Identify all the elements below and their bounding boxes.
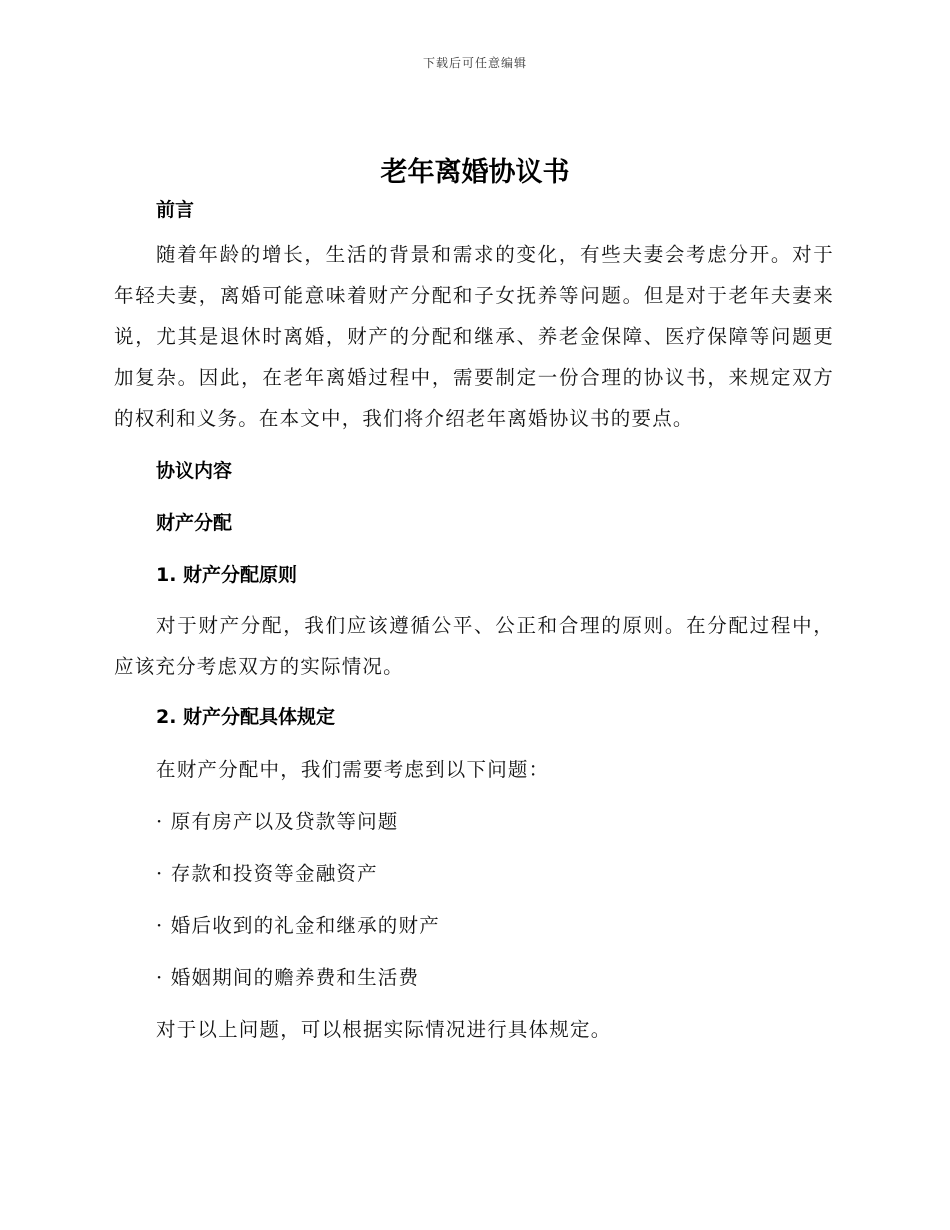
principle-heading: 1. 财产分配原则 [156, 564, 298, 586]
bullet-item: · 原有房产以及贷款等问题 [156, 810, 399, 833]
principle-paragraph: 对于财产分配，我们应该遵循公平、公正和合理的原则。在分配过程中，应该充分考虑双方的实际情况。 [114, 614, 834, 678]
preface-paragraph: 随着年龄的增长，生活的背景和需求的变化，有些夫妻会考虑分开。对于年轻夫妻，离婚可能意味着财产分配和子女抚养等问题。但是对于老年夫妻来说，尤其是退休时离婚，财产的分配和继承、养老金保障、医疗保障等问题更加复杂。因此，在老年离婚过程中，需要制定一份合理的协议书，来规定双方的权利和义务。在本文中，我们将介绍老年离婚协议书的要点。 [114, 243, 834, 430]
rules-conclusion: 对于以上问题，可以根据实际情况进行具体规定。 [156, 1018, 612, 1041]
bullet-item: · 婚姻期间的赡养费和生活费 [156, 966, 420, 989]
document-body [114, 192, 834, 1050]
header-note: 下载后可任意编辑 [422, 56, 527, 70]
bullet-item: · 婚后收到的礼金和继承的财产 [156, 914, 440, 937]
property-heading: 财产分配 [156, 512, 233, 534]
rules-intro: 在财产分配中，我们需要考虑到以下问题： [156, 758, 550, 781]
content-heading: 协议内容 [156, 460, 233, 482]
document-title: 老年离婚协议书 [380, 157, 570, 188]
preface-heading: 前言 [156, 199, 195, 221]
bullet-item: · 存款和投资等金融资产 [156, 862, 378, 885]
rules-heading: 2. 财产分配具体规定 [156, 706, 336, 728]
